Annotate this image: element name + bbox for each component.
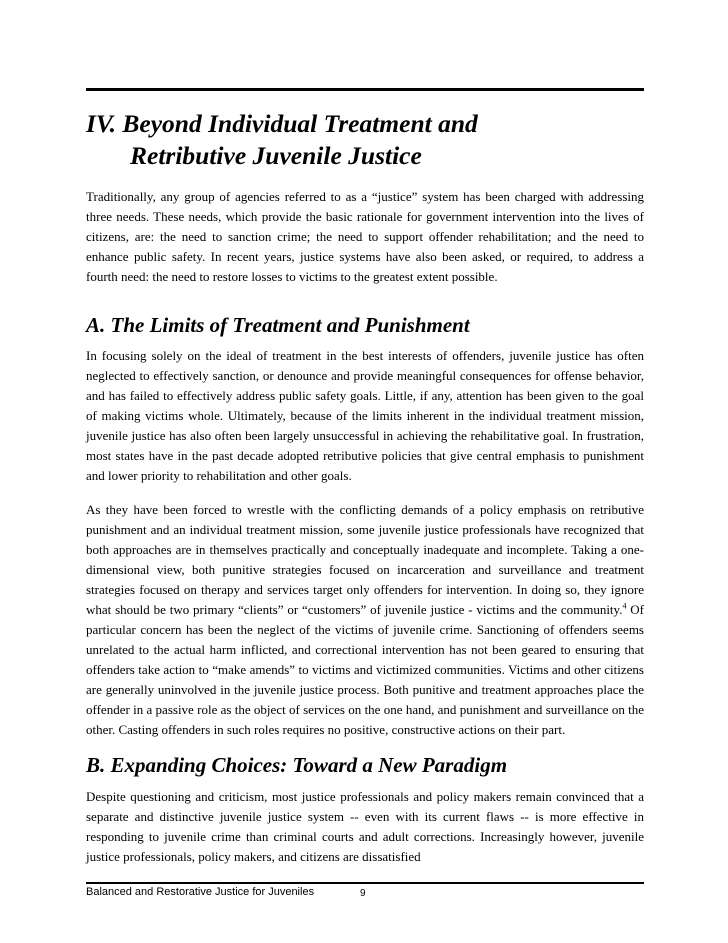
chapter-title-line1: IV. Beyond Individual Treatment and	[86, 109, 478, 138]
section-a-paragraph-2-part2: Of particular concern has been the neglect of the victims of juvenile crime. Sanctioning of offenders seems unrelated to the actual harm inflicted, and correctional intervention has not been geared to ensuring that offenders take action to “make amends” to victims and victimized communities. Victims and other citizens are generally uninvolved in the juvenile justice process. Both punitive and treatment approaches place the offender in a passive role as the object of services on the one hand, and punishment and surveillance on the other. Casting offenders in such roles requires no positive, constructive actions on their part.	[86, 602, 645, 737]
chapter-title-line2: Retributive Juvenile Justice	[130, 141, 422, 170]
chapter-title	[86, 108, 666, 172]
section-a-title: A. The Limits of Treatment and Punishment	[86, 313, 470, 337]
footer-title: Balanced and Restorative Justice for Juveniles	[86, 886, 315, 898]
section-a-paragraph-2	[86, 500, 644, 740]
page-number: 9	[360, 888, 366, 899]
section-b-title: B. Expanding Choices: Toward a New Paradigm	[86, 753, 508, 777]
section-b-paragraph-1: Despite questioning and criticism, most justice professionals and policy makers remain convinced that a separate and distinctive juvenile justice system -- even with its current flaws -- is more effective in responding to juvenile crime than criminal courts and adult corrections. Increasingly however, juvenile justice professionals, policy makers, and citizens are dissatisfied	[86, 789, 644, 864]
footer-rule	[86, 882, 644, 884]
intro-paragraph: Traditionally, any group of agencies referred to as a “justice” system has been charged with addressing three needs. These needs, which provide the basic rationale for government intervention into the lives of citizens, are: the need to sanction crime; the need to support offender rehabilitation; and the need to enhance public safety. In recent years, justice systems have also been asked, or required, to address a fourth need: the need to restore losses to victims to the greatest extent possible.	[86, 189, 644, 284]
top-rule	[86, 88, 644, 91]
footnote-reference: 4	[622, 601, 627, 611]
section-a-paragraph-1: In focusing solely on the ideal of treatment in the best interests of offenders, juvenile justice has often neglected to effectively sanction, or denounce and provide meaningful consequences for offense behavior, and has failed to effectively address public safety goals. Little, if any, attention has been given to the goal of making victims whole. Ultimately, because of the limits inherent in the individual treatment mission, juvenile justice has also often been largely unsuccessful in achieving the rehabilitative goal. In frustration, most states have in the past decade adopted retributive policies that give central emphasis to punishment and lower priority to rehabilitation and other goals.	[86, 348, 644, 483]
section-a-paragraph-2-part1: As they have been forced to wrestle with the conflicting demands of a policy emphasis on retributive punishment and an individual treatment mission, some juvenile justice professionals have recognized that both approaches are in themselves practically and conceptually inadequate and incomplete. Taking a one-dimensional view, both punitive strategies focused on incarceration and surveillance and treatment strategies focused on therapy and services target only offenders for intervention. In doing so, they ignore what should be two primary “clients” or “customers” of juvenile justice - victims and the community.	[86, 502, 644, 617]
